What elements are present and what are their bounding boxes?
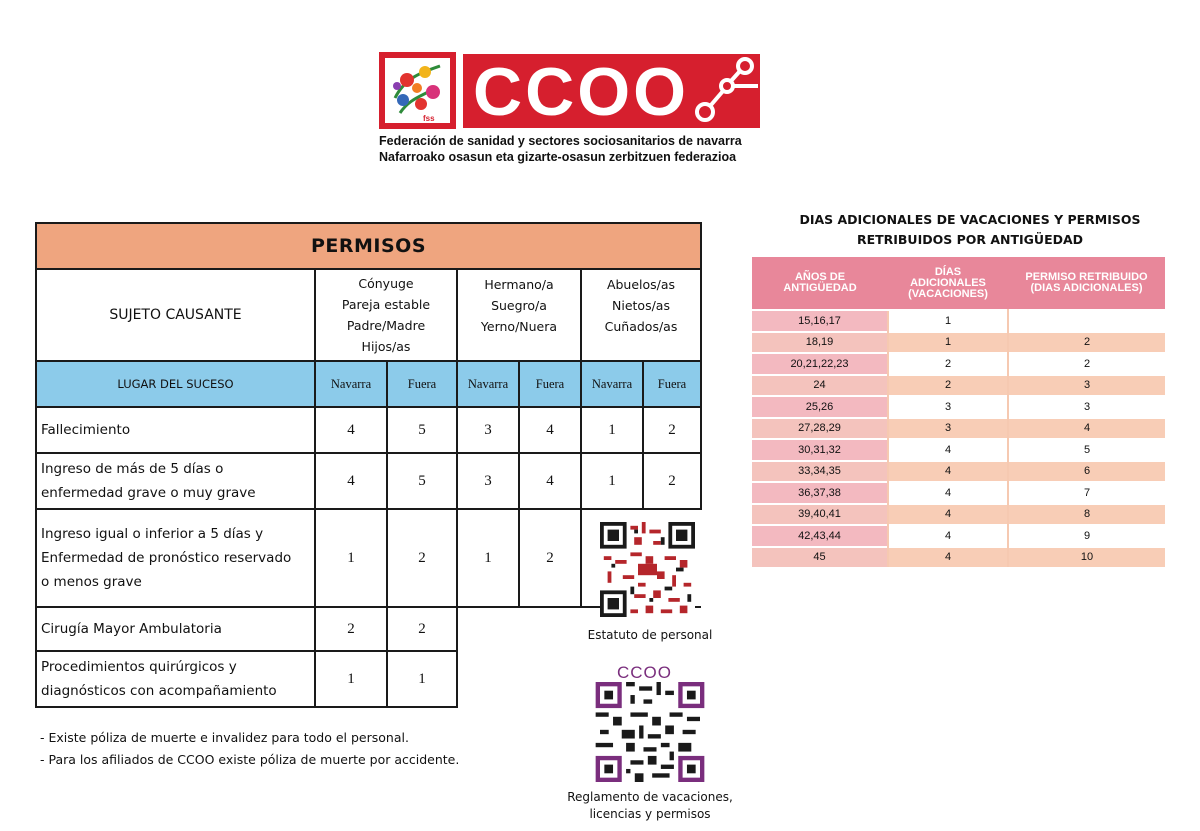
group-line: Nietos/as bbox=[612, 298, 670, 313]
group-header-hermano bbox=[457, 269, 581, 361]
table-row bbox=[752, 504, 1165, 526]
group-line: Cuñados/as bbox=[604, 319, 678, 334]
row-label: Procedimientos quirúrgicos y diagnósticos con acompañamiento bbox=[36, 651, 315, 707]
note-line: - Para los afiliados de CCOO existe póliza de muerte por accidente. bbox=[40, 752, 460, 767]
location-header: Fuera bbox=[643, 361, 701, 407]
table-cell bbox=[1008, 310, 1165, 332]
table-cell: 7 bbox=[1008, 482, 1165, 504]
table-cell: 3 bbox=[1008, 396, 1165, 418]
table-cell: 3 bbox=[457, 407, 519, 453]
table-cell: 39,40,41 bbox=[752, 504, 888, 526]
table-cell: 2 bbox=[519, 509, 581, 607]
table-cell: 1 bbox=[387, 651, 457, 707]
table-cell: 42,43,44 bbox=[752, 525, 888, 547]
table-cell: 25,26 bbox=[752, 396, 888, 418]
table-cell: 4 bbox=[888, 482, 1008, 504]
qr-code-estatuto-icon[interactable] bbox=[600, 522, 695, 617]
table-cell: 4 bbox=[888, 439, 1008, 461]
caption-line: Reglamento de vacaciones, bbox=[567, 790, 733, 804]
group-header-conyuge bbox=[315, 269, 457, 361]
federation-name-es: Federación de sanidad y sectores sociosanitarios de navarra bbox=[379, 134, 742, 148]
table-cell: 4 bbox=[519, 407, 581, 453]
group-line: Hijos/as bbox=[361, 339, 411, 354]
table-cell: 1 bbox=[315, 651, 387, 707]
table-cell: 1 bbox=[581, 407, 643, 453]
table-cell: 5 bbox=[387, 407, 457, 453]
group-header-abuelos bbox=[581, 269, 701, 361]
column-header-dias: DÍAS ADICIONALES (VACACIONES) bbox=[888, 257, 1008, 310]
table-cell: 4 bbox=[519, 453, 581, 509]
ccoo-connector-icon bbox=[663, 54, 760, 128]
group-line: Pareja estable bbox=[341, 297, 431, 312]
ccoo-logo-text: CCOO bbox=[473, 54, 689, 130]
location-header: Fuera bbox=[387, 361, 457, 407]
table-row bbox=[752, 396, 1165, 418]
table-row bbox=[752, 375, 1165, 397]
table-cell: 5 bbox=[387, 453, 457, 509]
table-cell: 4 bbox=[1008, 418, 1165, 440]
table-cell: 20,21,22,23 bbox=[752, 353, 888, 375]
table-cell: 4 bbox=[888, 504, 1008, 526]
lugar-del-suceso-header: LUGAR DEL SUCESO bbox=[36, 361, 315, 407]
table-cell: 10 bbox=[1008, 547, 1165, 568]
table-cell: 4 bbox=[888, 461, 1008, 483]
table-cell: 2 bbox=[1008, 332, 1165, 354]
location-header: Navarra bbox=[315, 361, 387, 407]
row-label: Ingreso igual o inferior a 5 días y Enfermedad de pronóstico reservado o menos grave bbox=[36, 509, 315, 607]
fss-label: fss bbox=[423, 114, 435, 123]
qr-caption-reglamento bbox=[545, 789, 755, 823]
fss-logo bbox=[379, 52, 456, 129]
group-line: Cónyuge bbox=[358, 276, 414, 291]
table-cell: 5 bbox=[1008, 439, 1165, 461]
note-line: - Existe póliza de muerte e invalidez para todo el personal. bbox=[40, 730, 409, 745]
table-cell: 2 bbox=[888, 375, 1008, 397]
table-cell: 27,28,29 bbox=[752, 418, 888, 440]
table-cell: 2 bbox=[387, 509, 457, 607]
qr-caption-estatuto: Estatuto de personal bbox=[587, 628, 713, 642]
table-cell: 9 bbox=[1008, 525, 1165, 547]
group-line: Padre/Madre bbox=[346, 318, 426, 333]
table-cell: 18,19 bbox=[752, 332, 888, 354]
table-row bbox=[752, 353, 1165, 375]
table-cell: 3 bbox=[888, 396, 1008, 418]
group-line: Suegro/a bbox=[491, 298, 547, 313]
table-cell: 8 bbox=[1008, 504, 1165, 526]
federation-logo bbox=[379, 52, 764, 167]
table-cell: 2 bbox=[643, 407, 701, 453]
table-cell: 2 bbox=[888, 353, 1008, 375]
table-cell: 1 bbox=[581, 453, 643, 509]
federation-name-eu: Nafarroako osasun eta gizarte-osasun zerbitzuen federazioa bbox=[379, 150, 737, 164]
row-label: Cirugía Mayor Ambulatoria bbox=[36, 607, 315, 651]
table-row bbox=[36, 407, 701, 453]
table-cell: 2 bbox=[315, 607, 387, 651]
flower-illustration-icon bbox=[385, 58, 450, 123]
table-cell: 3 bbox=[1008, 375, 1165, 397]
table-cell: 4 bbox=[315, 407, 387, 453]
row-label: Ingreso de más de 5 días o enfermedad grave o muy grave bbox=[36, 453, 315, 509]
group-line: Yerno/Nuera bbox=[480, 319, 558, 334]
table-cell: 1 bbox=[315, 509, 387, 607]
table-cell: 2 bbox=[1008, 353, 1165, 375]
group-line: Abuelos/as bbox=[606, 277, 676, 292]
table-cell: 3 bbox=[457, 453, 519, 509]
table-row bbox=[752, 461, 1165, 483]
table-row bbox=[752, 547, 1165, 568]
table-cell: 33,34,35 bbox=[752, 461, 888, 483]
table-cell: 30,31,32 bbox=[752, 439, 888, 461]
antiguedad-title bbox=[770, 210, 1170, 250]
table-cell: 3 bbox=[888, 418, 1008, 440]
row-label: Fallecimiento bbox=[36, 407, 315, 453]
table-cell: 6 bbox=[1008, 461, 1165, 483]
table-cell: 15,16,17 bbox=[752, 310, 888, 332]
table-row bbox=[752, 525, 1165, 547]
table-cell: 36,37,38 bbox=[752, 482, 888, 504]
column-header-permiso: PERMISO RETRIBUIDO (DIAS ADICIONALES) bbox=[1008, 257, 1165, 310]
location-header: Fuera bbox=[519, 361, 581, 407]
location-header: Navarra bbox=[581, 361, 643, 407]
qr-ccoo-label: CCOO bbox=[617, 663, 672, 682]
table-cell: 2 bbox=[643, 453, 701, 509]
column-header-anos: AÑOS DE ANTIGÜEDAD bbox=[752, 257, 888, 310]
table-cell: 4 bbox=[888, 547, 1008, 568]
table-row bbox=[752, 310, 1165, 332]
group-line: Hermano/a bbox=[484, 277, 554, 292]
table-cell: 45 bbox=[752, 547, 888, 568]
table-cell: 4 bbox=[888, 525, 1008, 547]
table-row bbox=[752, 439, 1165, 461]
notes bbox=[40, 727, 459, 771]
qr-code-reglamento-icon[interactable] bbox=[595, 682, 705, 782]
table-cell: 1 bbox=[888, 310, 1008, 332]
ccoo-logo bbox=[463, 54, 760, 128]
sujeto-causante-header: SUJETO CAUSANTE bbox=[36, 269, 315, 361]
caption-line: licencias y permisos bbox=[589, 807, 711, 821]
permisos-title: PERMISOS bbox=[36, 223, 701, 269]
location-header: Navarra bbox=[457, 361, 519, 407]
table-row bbox=[36, 453, 701, 509]
table-cell: 1 bbox=[888, 332, 1008, 354]
table-cell: 2 bbox=[387, 607, 457, 651]
table-row bbox=[752, 332, 1165, 354]
table-row bbox=[752, 418, 1165, 440]
table-cell: 1 bbox=[457, 509, 519, 607]
title-line: RETRIBUIDOS POR ANTIGÜEDAD bbox=[856, 232, 1084, 247]
antiguedad-header-row bbox=[752, 257, 1165, 310]
table-cell: 4 bbox=[315, 453, 387, 509]
table-cell: 24 bbox=[752, 375, 888, 397]
table-row bbox=[752, 482, 1165, 504]
antiguedad-table bbox=[752, 257, 1165, 567]
title-line: DIAS ADICIONALES DE VACACIONES Y PERMISOS bbox=[799, 212, 1141, 227]
